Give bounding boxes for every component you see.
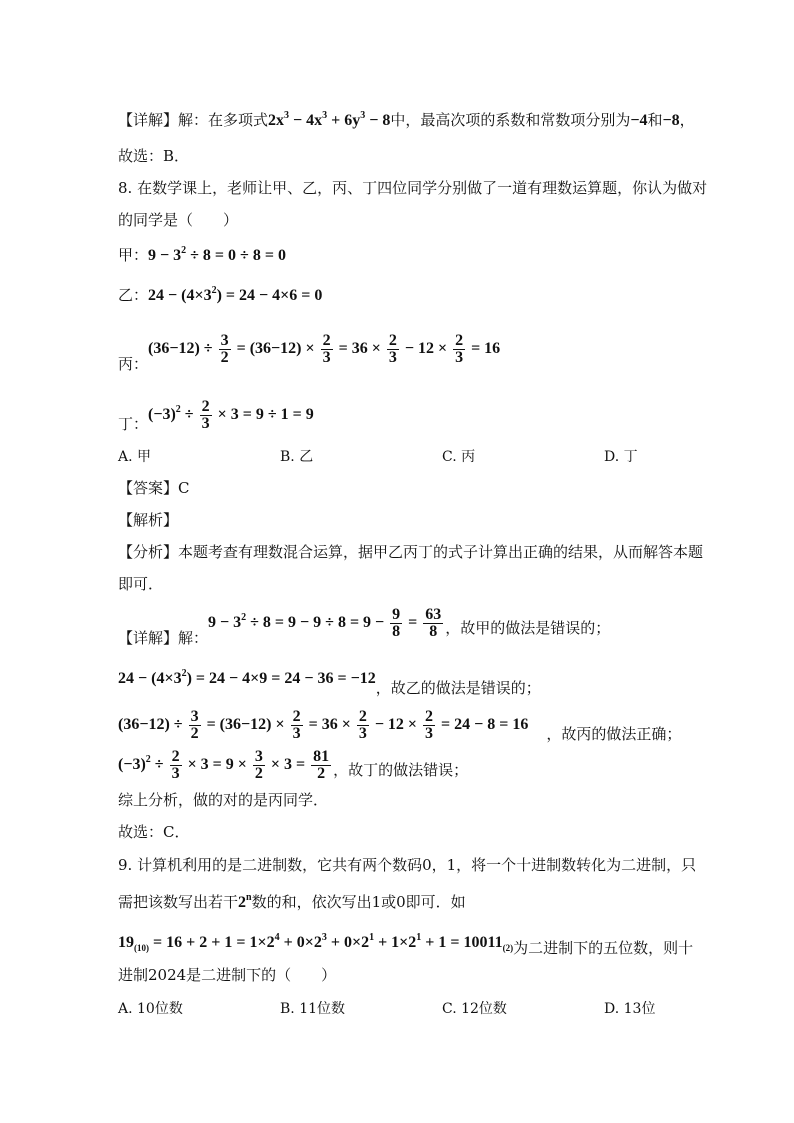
- q8-bing-line: [118, 332, 684, 376]
- q8-option-d[interactable]: D. 丁: [604, 449, 638, 465]
- q9-option-d[interactable]: D. 13位: [604, 1001, 656, 1017]
- q8-option-a[interactable]: A. 甲: [118, 449, 152, 465]
- q8-analysis: 【解析】: [118, 511, 179, 529]
- q9-option-c[interactable]: C. 12位数: [442, 1001, 507, 1017]
- q8-summary: 综上分析，做的对的是丙同学．: [118, 791, 329, 809]
- q9-stem-line3: [118, 932, 694, 957]
- q7-detail-line: [118, 110, 695, 133]
- detail-bing-expression: (36−12) ÷ $\frac{3}{2}$ = (36−12) × $\frac{2}{3}$ = 36 × $\frac{2}{3}$ − 12 × $\frac{2}{3}$ = 24 − 8 = 16: [118, 707, 529, 742]
- q9-stem-line1: 9. 计算机利用的是二进制数，它共有两个数码0，1，将一个十进制数转化为二进制，只: [118, 856, 697, 874]
- q8-answer: 【答案】C: [118, 479, 190, 497]
- yi-note: ，故乙的做法是错误的；: [375, 679, 541, 697]
- q8-option-c[interactable]: C. 丙: [442, 449, 476, 465]
- q8-choose: 故选：C．: [118, 823, 190, 841]
- q9-example-expression: $19_{(10)} = 16 + 2 + 1 = 1\times 2^4 + 0\times 2^3 + 0\times 2^1 + 1\times 2^1 + 1 = 10011_{(2)}$: [118, 932, 514, 953]
- q9-stem2b: 数的和，依次写出1或0即可．如: [251, 893, 466, 911]
- jia-expression: $9 - 3^2 \div 8 = 0 \div 8 = 0$: [148, 245, 286, 264]
- q7-end: ，: [679, 111, 695, 129]
- q8-fenxi-line1: 【分析】本题考查有理数混合运算，据甲乙丙丁的式子计算出正确的结果，从而解答本题: [118, 543, 704, 561]
- q8-option-b[interactable]: B. 乙: [280, 449, 314, 465]
- jia-label: 甲：: [118, 246, 149, 264]
- ding-note: ，故丁的做法错误；: [333, 761, 469, 779]
- q9-stem-line4: 进制2024是二进制下的（ ）: [118, 966, 337, 984]
- q9-stem2a: 需把该数写出若干: [118, 893, 239, 911]
- q8-detail-yi: [118, 668, 684, 697]
- q9-stem-line2: [118, 892, 684, 915]
- detail-label: 【详解】解：: [118, 629, 209, 647]
- q8-detail-jia: [118, 606, 684, 650]
- jia-note: ，故甲的做法是错误的；: [445, 619, 611, 637]
- yi-expression: $24 - (4\times 3^2) = 24 - 4\times 6 = 0$: [148, 285, 323, 304]
- q8-ding-line: [118, 392, 684, 436]
- bing-label: 丙：: [118, 355, 149, 373]
- bing-expression: (36−12) ÷ $\frac{3}{2}$ = (36−12) × $\frac{2}{3}$ = 36 × $\frac{2}{3}$ − 12 × $\frac{2}{3}$ = 16: [148, 331, 501, 366]
- q7-and: 和: [647, 111, 663, 129]
- q8-yi-line: [118, 285, 684, 308]
- q8-options: [118, 446, 684, 466]
- q9-option-a[interactable]: A. 10位数: [118, 1001, 183, 1017]
- ding-label: 丁：: [118, 415, 149, 433]
- q7-const: −8: [662, 112, 680, 129]
- q8-stem-line2: 的同学是（ ）: [118, 211, 239, 229]
- q8-detail-ding: [118, 742, 684, 786]
- q7-detail-mid: 中，最高次项的系数和常数项分别为: [390, 111, 631, 129]
- q9-stem3-note: 为二进制下的五位数，则十: [513, 939, 694, 957]
- q7-detail-prefix: 【详解】解：在多项式: [118, 111, 269, 129]
- q8-detail-bing: [118, 702, 684, 746]
- q9-options: [118, 998, 684, 1018]
- detail-jia-expression: $9 - 3^2 \div 8 = 9 - 9 \div 8 = 9$ − $\frac{9}{8}$ = $\frac{63}{8}$: [208, 605, 442, 640]
- q8-fenxi-line2: 即可．: [118, 575, 164, 593]
- yi-label: 乙：: [118, 286, 149, 304]
- detail-yi-expression: $24 - (4\times 3^2) = 24 - 4\times 9 = 24 - 36 = -12$: [118, 668, 376, 687]
- q8-stem-line1: 8. 在数学课上，老师让甲、乙，丙、丁四位同学分别做了一道有理数运算题，你认为做对: [118, 179, 708, 197]
- q7-choose: 故选：B．: [118, 147, 190, 165]
- q7-polynomial: $2x^3 - 4x^3 + 6y^3 - 8$: [268, 110, 391, 129]
- detail-ding-expression: $(-3)^2$ ÷ $\frac{2}{3}$ × 3 = 9 × $\frac{3}{2}$ × 3 = $\frac{81}{2}$: [118, 747, 330, 782]
- q9-power: 2$^n$: [238, 892, 252, 911]
- q8-jia-line: [118, 245, 684, 268]
- q9-option-b[interactable]: B. 11位数: [280, 1001, 346, 1017]
- bing-note: ，故丙的做法正确；: [546, 725, 682, 743]
- ding-expression: $(-3)^2$ ÷ $\frac{2}{3}$ × 3 = 9 ÷ 1 = 9: [148, 397, 314, 432]
- q7-coef: −4: [630, 112, 648, 129]
